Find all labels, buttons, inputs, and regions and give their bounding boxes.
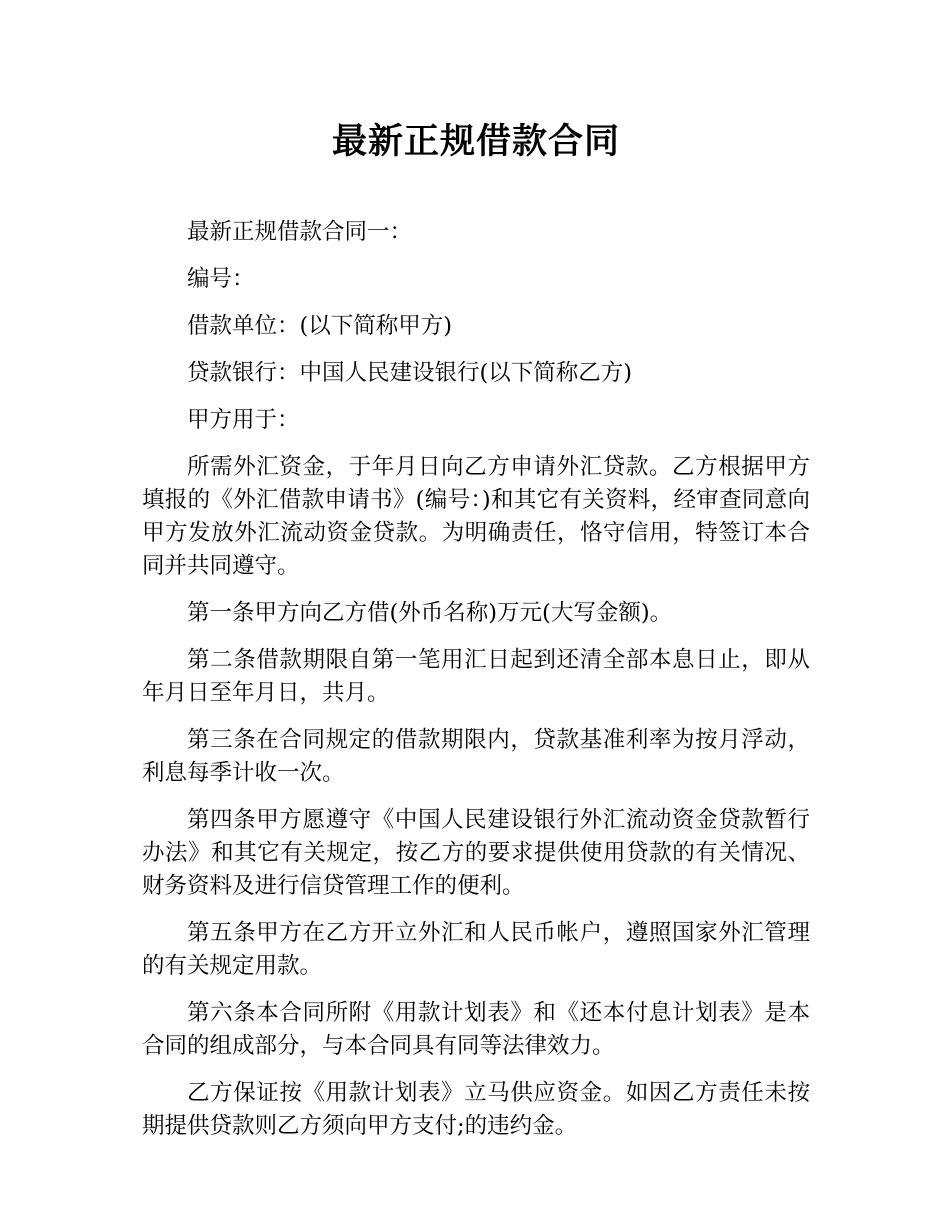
paragraph-article-4: 第四条甲方愿遵守《中国人民建设银行外汇流动资金贷款暂行办法》和其它有关规定，按乙方的要求提供使用贷款的有关情况、财务资料及进行信贷管理工作的便利。 [142, 807, 810, 899]
paragraph-article-5: 第五条甲方在乙方开立外汇和人民币帐户，遵照国家外汇管理的有关规定用款。 [142, 920, 810, 979]
paragraph-lender-bank: 贷款银行：中国人民建设银行(以下简称乙方) [187, 360, 633, 386]
paragraph-article-1: 第一条甲方向乙方借(外币名称)万元(大写金额)。 [187, 600, 673, 626]
paragraph-article-3: 第三条在合同规定的借款期限内，贷款基准利率为按月浮动，利息每季计收一次。 [142, 727, 810, 786]
paragraph-article-2: 第二条借款期限自第一笔用汇日起到还清全部本息日止，即从年月日至年月日，共月。 [142, 647, 810, 706]
paragraph-preamble: 所需外汇资金，于年月日向乙方申请外汇贷款。乙方根据甲方填报的《外汇借款申请书》(编号：)和其它有关资料，经审查同意向甲方发放外汇流动资金贷款。为明确责任，恪守信用，特签订本合同并共同遵守。 [142, 454, 810, 579]
paragraph-number: 编号： [187, 266, 255, 292]
document-title: 最新正规借款合同 [331, 122, 620, 162]
paragraph-article-6: 第六条本合同所附《用款计划表》和《还本付息计划表》是本合同的组成部分，与本合同具有同等法律效力。 [142, 1000, 810, 1059]
paragraph-lender-guarantee: 乙方保证按《用款计划表》立马供应资金。如因乙方责任未按期提供贷款则乙方须向甲方支付;的违约金。 [142, 1080, 810, 1139]
paragraph-borrower: 借款单位：(以下简称甲方) [187, 313, 453, 339]
paragraph-contract-intro: 最新正规借款合同一： [187, 219, 413, 245]
document-page [142, 118, 810, 1157]
paragraph-purpose: 甲方用于： [187, 407, 300, 433]
